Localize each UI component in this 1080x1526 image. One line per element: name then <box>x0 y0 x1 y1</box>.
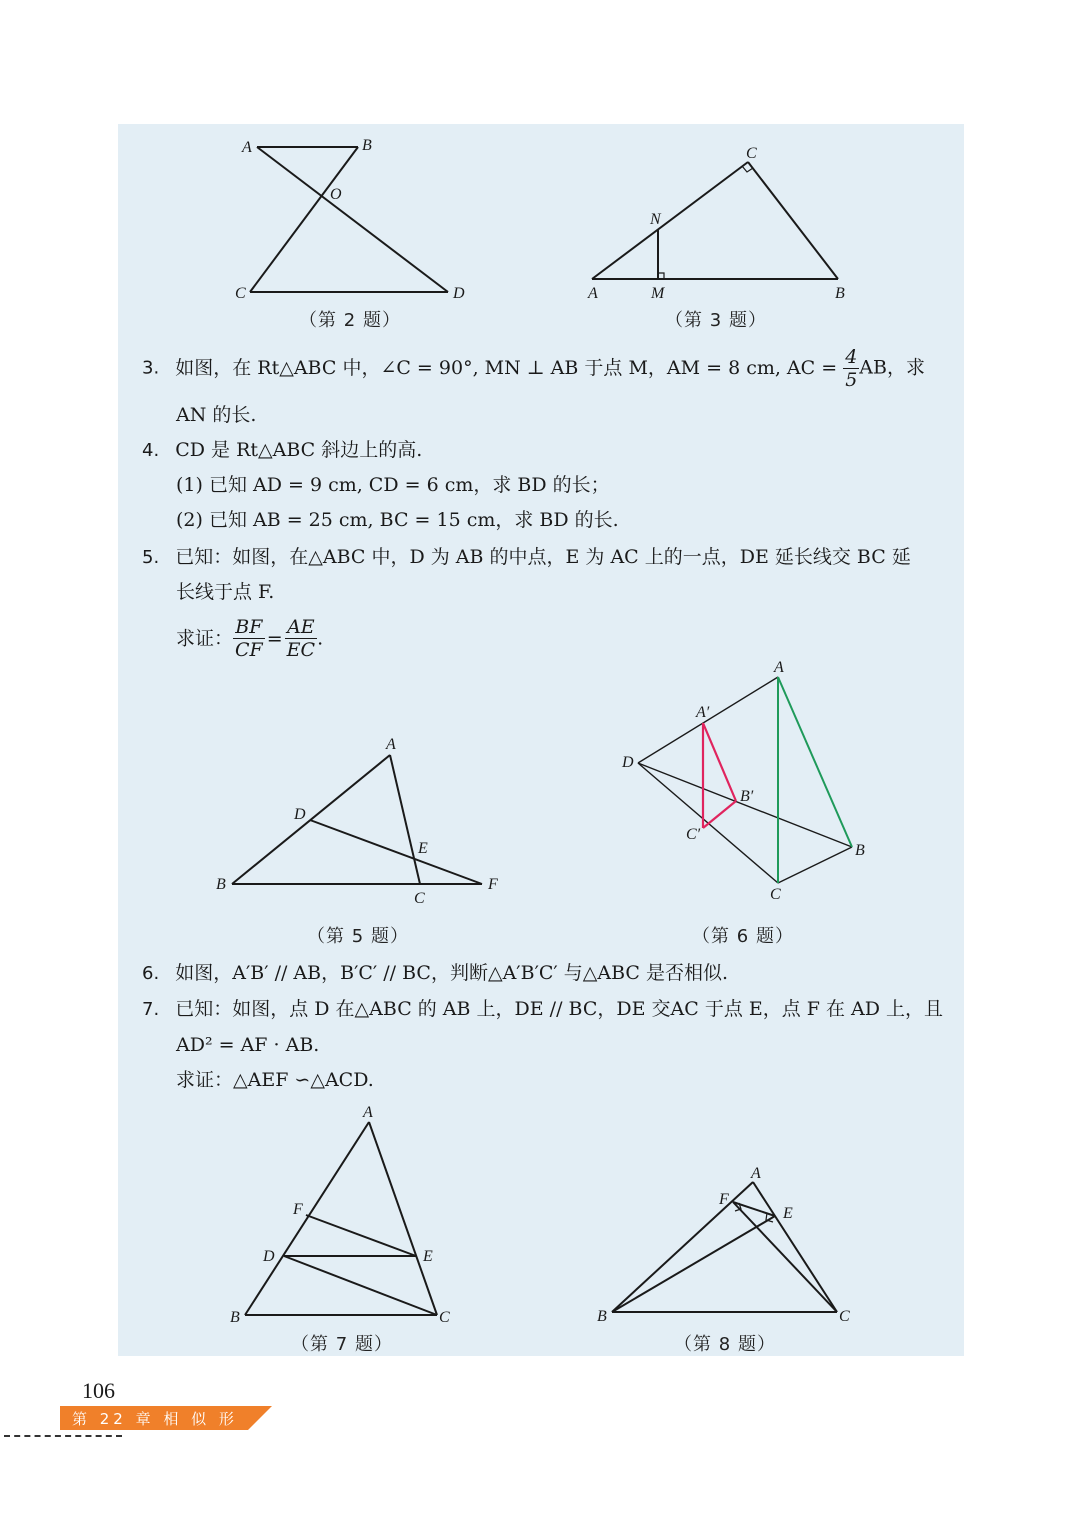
problem-3-frac-den: 5 <box>845 369 858 391</box>
problem-3-text-b: AB，求 <box>859 356 925 379</box>
problem-3-text-a: 如图，在 Rt△ABC 中，∠C = 90°, MN ⊥ AB 于点 M，AM = 8 cm, AC = <box>175 356 844 379</box>
caption-fig8: （第 8 题） <box>674 1334 776 1355</box>
fig8-label-b: B <box>597 1308 607 1325</box>
figure-8 <box>595 1160 865 1325</box>
problem-5-frac1-den: CF <box>235 639 263 661</box>
problem-3-line1 <box>142 346 925 391</box>
fig6-label-a-prime: A′ <box>696 704 710 721</box>
problem-6-line1 <box>142 960 728 987</box>
figure-5 <box>210 735 510 910</box>
fig6-label-c-prime: C′ <box>686 826 701 843</box>
fig6-label-d: D <box>622 754 634 771</box>
caption-fig5: （第 5 题） <box>307 926 409 947</box>
fig5-label-f: F <box>488 876 498 893</box>
problem-6-text: 如图，A′B′ // AB，B′C′ // BC，判断△A′B′C′ 与△ABC 是否相似. <box>175 962 729 984</box>
problem-5-end: . <box>317 627 324 650</box>
problem-4-number: 4. <box>142 440 160 461</box>
problem-7-line1 <box>142 996 943 1023</box>
fig6-label-c: C <box>770 886 781 903</box>
fig8-label-e: E <box>783 1205 793 1222</box>
problem-5-frac1-num: BF <box>233 616 265 639</box>
problem-3-number: 3. <box>142 357 160 379</box>
fig8-label-f: F <box>719 1191 729 1208</box>
fig7-label-b: B <box>230 1309 240 1326</box>
problem-4-text: CD 是 Rt△ABC 斜边上的高. <box>175 439 423 461</box>
fig7-label-d: D <box>263 1248 275 1265</box>
problem-3-fraction <box>843 346 859 391</box>
fig6-label-b: B <box>855 842 865 859</box>
fig3-label-n: N <box>650 211 661 228</box>
problem-5-proof-label: 求证： <box>176 627 234 650</box>
problem-5-frac2 <box>285 616 317 661</box>
fig5-label-a: A <box>386 736 396 753</box>
fig3-label-b: B <box>835 285 845 302</box>
problem-5-frac2-den: EC <box>286 639 316 661</box>
figure-2 <box>230 135 480 305</box>
problem-5-frac2-num: AE <box>285 616 317 639</box>
fig2-label-b: B <box>362 137 372 154</box>
fig8-label-a: A <box>751 1165 761 1182</box>
caption-fig3: （第 3 题） <box>665 310 767 331</box>
figure-6 <box>620 655 880 903</box>
fig6-label-b-prime: B′ <box>740 788 754 805</box>
problem-4-line1 <box>142 437 422 464</box>
fig2-label-c: C <box>235 285 246 302</box>
problem-5-text: 已知：如图，在△ABC 中，D 为 AB 的中点，E 为 AC 上的一点，DE 延长线交 BC 延 <box>175 546 911 568</box>
problem-5-frac1 <box>233 616 265 661</box>
fig5-label-c: C <box>414 890 425 907</box>
caption-fig6: （第 6 题） <box>692 926 794 947</box>
fig2-label-a: A <box>242 139 252 156</box>
problem-3-frac-num: 4 <box>845 346 858 368</box>
figure-3 <box>580 140 860 305</box>
problem-7-line3: 求证：△AEF ∽△ACD. <box>176 1069 374 1091</box>
problem-6-number: 6. <box>142 963 160 984</box>
figure-7 <box>225 1100 465 1325</box>
fig5-label-e: E <box>418 840 428 857</box>
fig3-label-a: A <box>588 285 598 302</box>
fig3-label-c: C <box>746 145 757 162</box>
fig5-label-d: D <box>294 806 306 823</box>
caption-fig7: （第 7 题） <box>291 1334 393 1355</box>
problem-5-line2: 长线于点 F. <box>176 581 275 603</box>
problem-7-text: 已知：如图，点 D 在△ABC 的 AB 上，DE // BC，DE 交AC 于点 E，点 F 在 AD 上，且 <box>175 998 944 1020</box>
problem-5-equals: = <box>266 627 283 650</box>
problem-3-line2: AN 的长. <box>176 404 257 426</box>
fig7-label-a: A <box>363 1104 373 1121</box>
fig2-label-d: D <box>453 285 465 302</box>
problem-5-proof <box>176 616 323 672</box>
problem-4-line2: (1) 已知 AD = 9 cm, CD = 6 cm，求 BD 的长； <box>176 474 610 496</box>
fig3-label-m: M <box>651 285 665 302</box>
problem-7-line2: AD² = AF · AB. <box>176 1034 320 1056</box>
fig2-label-o: O <box>330 186 342 203</box>
problem-4-line3: (2) 已知 AB = 25 cm, BC = 15 cm，求 BD 的长. <box>176 509 619 531</box>
fig7-label-e: E <box>423 1248 433 1265</box>
page-number: 106 <box>82 1378 115 1403</box>
problem-5-number: 5. <box>142 547 160 568</box>
problem-7-number: 7. <box>142 999 160 1020</box>
fig7-label-c: C <box>439 1309 450 1326</box>
chapter-title: 第 22 章 相 似 形 <box>72 1410 238 1428</box>
footer-dashed-rule <box>4 1435 122 1437</box>
problem-5-line1 <box>142 544 911 571</box>
fig8-label-c: C <box>839 1308 850 1325</box>
fig7-label-f: F <box>293 1201 303 1218</box>
fig5-label-b: B <box>216 876 226 893</box>
fig6-label-a: A <box>774 659 784 676</box>
caption-fig2: （第 2 题） <box>299 310 401 331</box>
